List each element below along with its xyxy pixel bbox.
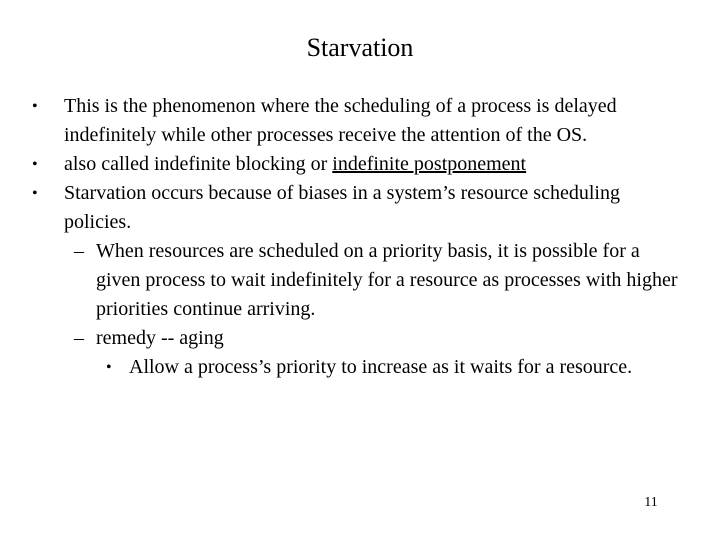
- sub-bullet-item: [0, 237, 688, 324]
- sub-sub-bullet-text: Allow a process’s priority to increase as it waits for a resource.: [129, 356, 633, 378]
- slide-title: Starvation: [306, 33, 414, 62]
- bullet-marker: •: [106, 359, 112, 376]
- slide-body: [0, 92, 720, 382]
- bullet-text: Starvation occurs because of biases in a system’s resource scheduling policies.: [64, 182, 620, 233]
- bullet-marker: •: [32, 98, 38, 115]
- sub-sub-bullet-item: [0, 353, 699, 382]
- bullet-item: [0, 92, 684, 150]
- bullet-marker: •: [32, 185, 38, 202]
- sub-bullet-text: remedy -- aging: [96, 327, 224, 349]
- page-number: 11: [644, 495, 658, 510]
- underlined-term: indefinite postponement: [332, 153, 527, 175]
- bullet-marker: •: [32, 156, 38, 173]
- bullet-item: [0, 179, 684, 237]
- bullet-text: This is the phenomenon where the scheduling of a process is delayed indefinitely while other processes receive the attention of the OS.: [64, 95, 617, 146]
- bullet-item: [0, 150, 684, 179]
- sub-bullet-text: When resources are scheduled on a priority basis, it is possible for a given process to wait indefinitely for a resource as processes with higher priorities continue arriving.: [96, 240, 678, 320]
- dash-marker: –: [74, 327, 84, 349]
- bullet-text: also called indefinite blocking or: [64, 153, 333, 175]
- sub-bullet-item: [0, 324, 688, 353]
- dash-marker: –: [74, 240, 84, 262]
